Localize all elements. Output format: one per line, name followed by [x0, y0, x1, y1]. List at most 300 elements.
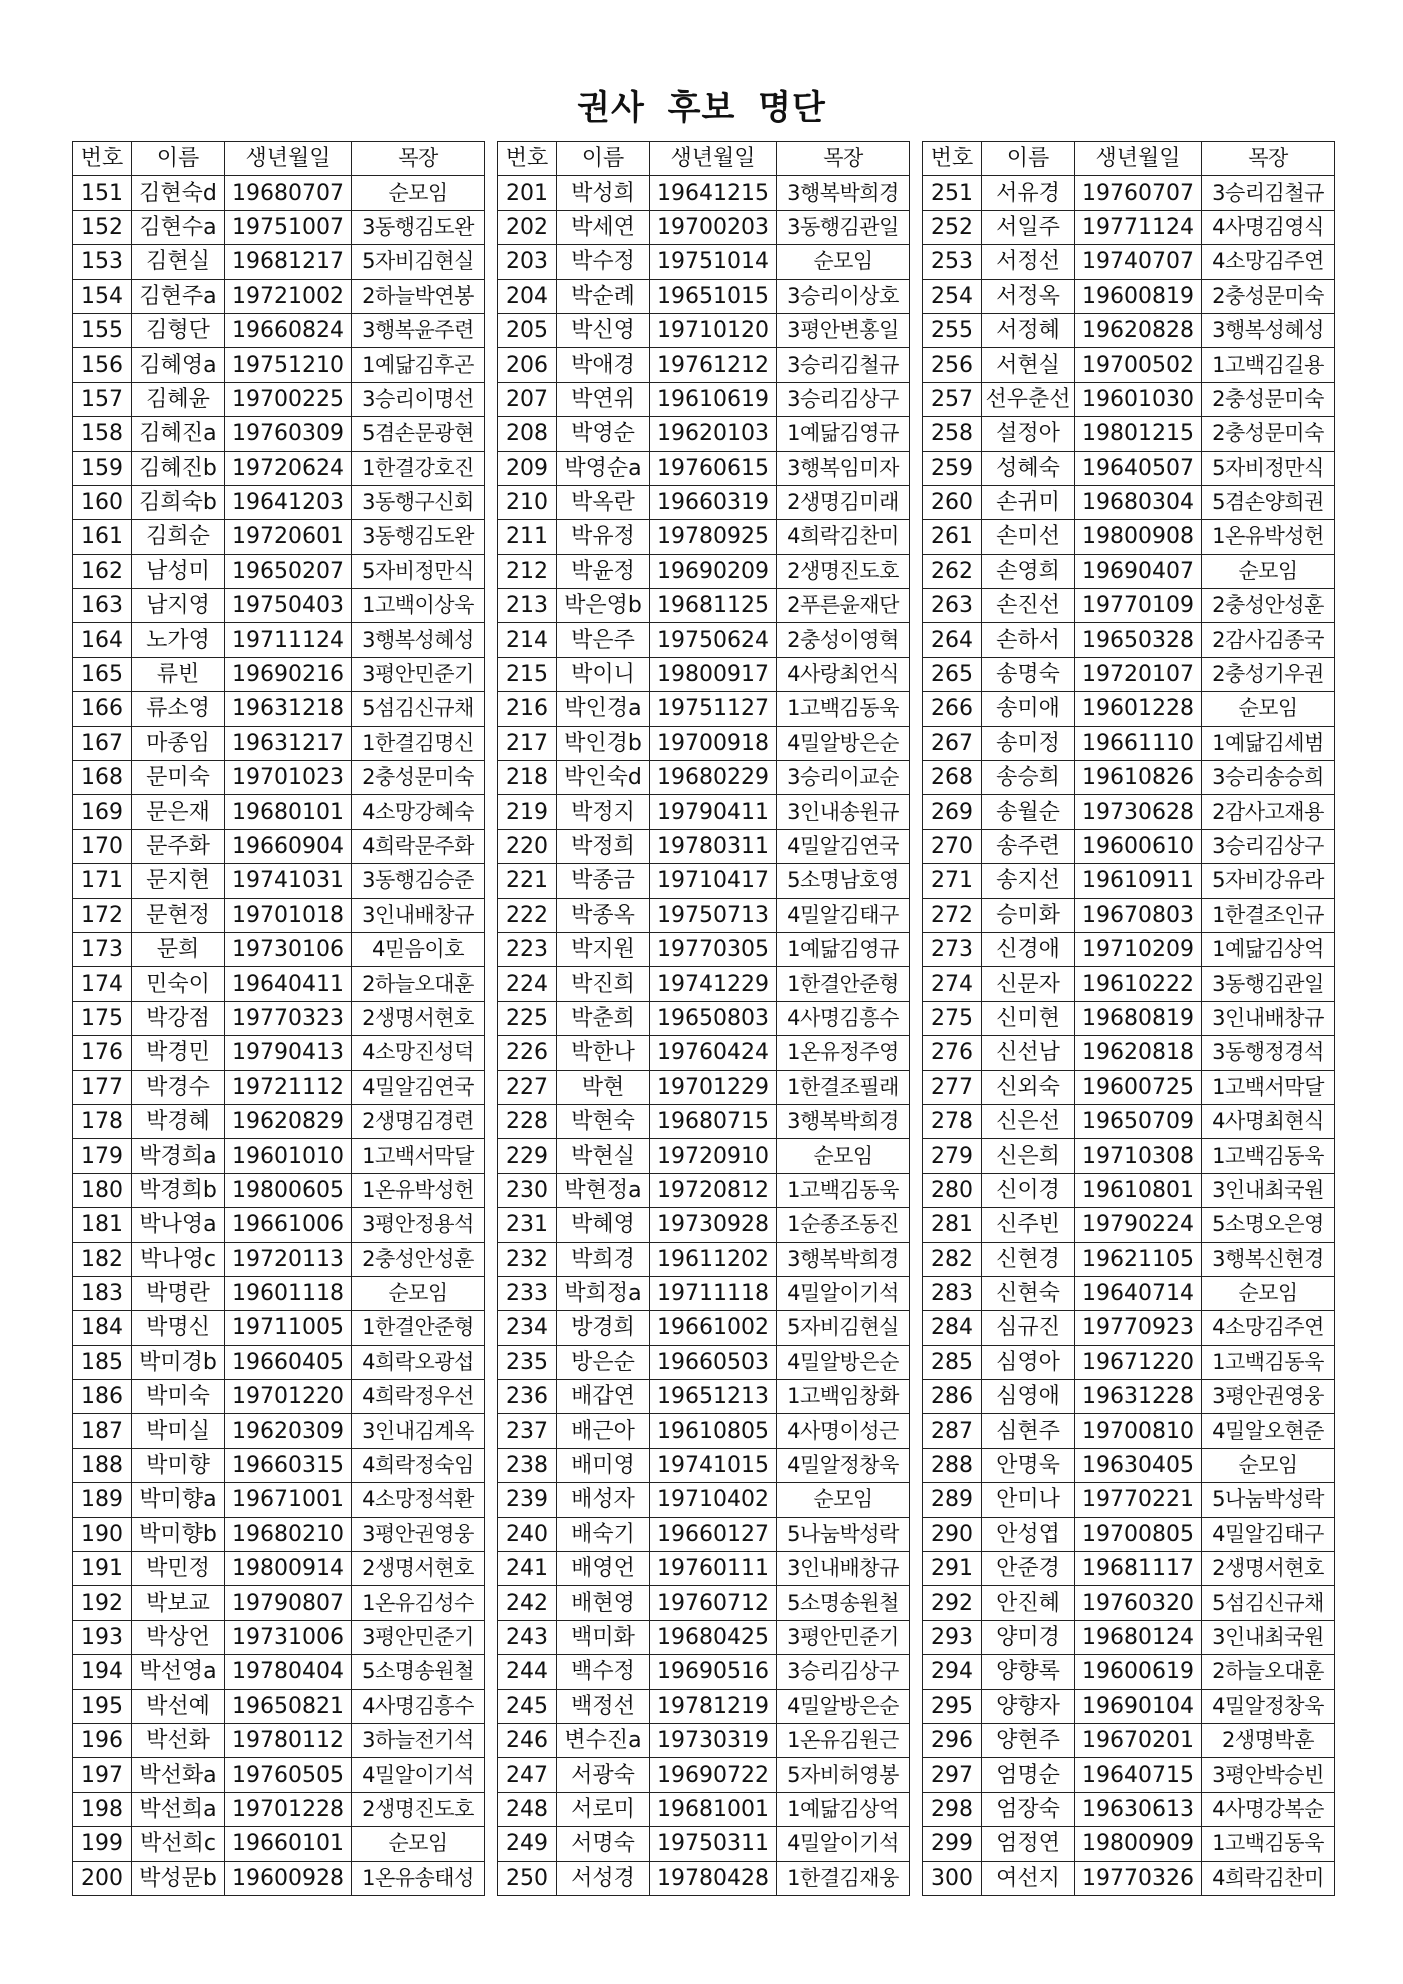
cell-birth: 19701228 [225, 1792, 352, 1826]
cell-no: 189 [73, 1483, 132, 1517]
cell-name: 서유경 [982, 176, 1075, 210]
roster-table-2 [497, 141, 910, 1896]
cell-name: 송월순 [982, 795, 1075, 829]
cell-no: 269 [923, 795, 982, 829]
cell-name: 박미경b [132, 1345, 225, 1379]
cell-no: 164 [73, 623, 132, 657]
table-row [73, 932, 485, 966]
cell-name: 박상언 [132, 1620, 225, 1654]
cell-no: 256 [923, 348, 982, 382]
cell-pastor: 3인내배창규 [352, 898, 485, 932]
table-row [498, 1380, 910, 1414]
cell-pastor: 4밀알김태구 [1202, 1517, 1335, 1551]
cell-no: 187 [73, 1414, 132, 1448]
table-row [498, 1689, 910, 1723]
cell-no: 174 [73, 967, 132, 1001]
cell-no: 240 [498, 1517, 557, 1551]
cell-name: 박정희 [557, 829, 650, 863]
table-row [73, 1173, 485, 1207]
cell-birth: 19780112 [225, 1723, 352, 1757]
cell-no: 229 [498, 1139, 557, 1173]
cell-no: 175 [73, 1001, 132, 1035]
cell-name: 송미애 [982, 692, 1075, 726]
table-row [73, 1655, 485, 1689]
cell-pastor: 3평안민준기 [352, 657, 485, 691]
table-row [923, 1552, 1335, 1586]
table-row [923, 1345, 1335, 1379]
cell-no: 291 [923, 1552, 982, 1586]
table-row [498, 657, 910, 691]
table-row [73, 1208, 485, 1242]
cell-no: 280 [923, 1173, 982, 1207]
cell-no: 278 [923, 1104, 982, 1138]
cell-birth: 19701220 [225, 1380, 352, 1414]
cell-name: 김혜윤 [132, 382, 225, 416]
cell-birth: 19650803 [650, 1001, 777, 1035]
cell-no: 284 [923, 1311, 982, 1345]
cell-name: 김혜진b [132, 451, 225, 485]
cell-no: 206 [498, 348, 557, 382]
cell-birth: 19760712 [650, 1586, 777, 1620]
cell-birth: 19650709 [1075, 1104, 1202, 1138]
cell-pastor: 3승리김철규 [1202, 176, 1335, 210]
cell-pastor: 2충성이영혁 [777, 623, 910, 657]
table-row [498, 485, 910, 519]
cell-birth: 19700810 [1075, 1414, 1202, 1448]
cell-no: 155 [73, 313, 132, 347]
cell-pastor: 4사명김영식 [1202, 210, 1335, 244]
cell-birth: 19660824 [225, 313, 352, 347]
cell-name: 변수진a [557, 1723, 650, 1757]
cell-no: 246 [498, 1723, 557, 1757]
cell-pastor: 3승리송승희 [1202, 761, 1335, 795]
cell-birth: 19760424 [650, 1036, 777, 1070]
table-row [73, 313, 485, 347]
cell-pastor: 3평안권영웅 [352, 1517, 485, 1551]
cell-no: 243 [498, 1620, 557, 1654]
table-row [73, 451, 485, 485]
cell-name: 박명란 [132, 1276, 225, 1310]
cell-name: 박애경 [557, 348, 650, 382]
table-row [498, 829, 910, 863]
cell-no: 238 [498, 1448, 557, 1482]
cell-pastor: 2생명김경련 [352, 1104, 485, 1138]
cell-birth: 19661002 [650, 1311, 777, 1345]
cell-pastor: 순모임 [1202, 1448, 1335, 1482]
cell-name: 신은희 [982, 1139, 1075, 1173]
table-row [73, 1861, 485, 1895]
cell-birth: 19681117 [1075, 1552, 1202, 1586]
table-row [498, 1104, 910, 1138]
cell-no: 214 [498, 623, 557, 657]
cell-pastor: 2충성문미숙 [352, 761, 485, 795]
table-row [73, 1689, 485, 1723]
cell-pastor: 2충성문미숙 [1202, 279, 1335, 313]
cell-no: 248 [498, 1792, 557, 1826]
cell-no: 169 [73, 795, 132, 829]
table-row [498, 1070, 910, 1104]
cell-no: 274 [923, 967, 982, 1001]
table-row [73, 417, 485, 451]
table-row [73, 1104, 485, 1138]
table-row [923, 245, 1335, 279]
cell-name: 박나영a [132, 1208, 225, 1242]
cell-no: 171 [73, 864, 132, 898]
cell-no: 222 [498, 898, 557, 932]
cell-name: 박세연 [557, 210, 650, 244]
table-row [923, 898, 1335, 932]
cell-birth: 19600819 [1075, 279, 1202, 313]
cell-no: 273 [923, 932, 982, 966]
cell-birth: 19670201 [1075, 1723, 1202, 1757]
header-birth: 생년월일 [225, 142, 352, 176]
cell-pastor: 3평안변홍일 [777, 313, 910, 347]
cell-pastor: 5소명송원철 [352, 1655, 485, 1689]
cell-birth: 19740707 [1075, 245, 1202, 279]
cell-name: 류소영 [132, 692, 225, 726]
table-row [73, 1242, 485, 1276]
cell-no: 161 [73, 520, 132, 554]
table-row [923, 1448, 1335, 1482]
cell-pastor: 1한결조인규 [1202, 898, 1335, 932]
cell-pastor: 2하늘오대훈 [1202, 1655, 1335, 1689]
cell-name: 마종임 [132, 726, 225, 760]
cell-birth: 19701229 [650, 1070, 777, 1104]
cell-birth: 19690407 [1075, 554, 1202, 588]
cell-no: 253 [923, 245, 982, 279]
cell-name: 박은주 [557, 623, 650, 657]
table-row [923, 1792, 1335, 1826]
cell-name: 배현영 [557, 1586, 650, 1620]
cell-birth: 19800605 [225, 1173, 352, 1207]
cell-birth: 19720107 [1075, 657, 1202, 691]
cell-name: 남지영 [132, 589, 225, 623]
cell-birth: 19760707 [1075, 176, 1202, 210]
cell-no: 163 [73, 589, 132, 623]
cell-name: 박영순a [557, 451, 650, 485]
cell-birth: 19770326 [1075, 1861, 1202, 1895]
cell-no: 249 [498, 1827, 557, 1861]
cell-birth: 19610805 [650, 1414, 777, 1448]
cell-birth: 19610619 [650, 382, 777, 416]
table-row [923, 313, 1335, 347]
cell-pastor: 4밀알김연국 [352, 1070, 485, 1104]
cell-no: 272 [923, 898, 982, 932]
cell-no: 247 [498, 1758, 557, 1792]
table-row [923, 348, 1335, 382]
cell-name: 박은영b [557, 589, 650, 623]
cell-no: 220 [498, 829, 557, 863]
cell-birth: 19700502 [1075, 348, 1202, 382]
table-row [498, 898, 910, 932]
cell-pastor: 5겸손문광현 [352, 417, 485, 451]
cell-name: 서정혜 [982, 313, 1075, 347]
table-row [923, 623, 1335, 657]
cell-pastor: 3행복윤주련 [352, 313, 485, 347]
cell-name: 신문자 [982, 967, 1075, 1001]
cell-pastor: 2생명박훈 [1202, 1723, 1335, 1757]
cell-birth: 19770323 [225, 1001, 352, 1035]
table-row [498, 1483, 910, 1517]
cell-birth: 19630405 [1075, 1448, 1202, 1482]
cell-birth: 19760309 [225, 417, 352, 451]
cell-birth: 19750311 [650, 1827, 777, 1861]
table-row [73, 1380, 485, 1414]
cell-pastor: 5소명송원철 [777, 1586, 910, 1620]
cell-pastor: 4밀알이기석 [352, 1758, 485, 1792]
cell-birth: 19760615 [650, 451, 777, 485]
cell-no: 207 [498, 382, 557, 416]
table-row [73, 1827, 485, 1861]
cell-name: 심현주 [982, 1414, 1075, 1448]
cell-no: 265 [923, 657, 982, 691]
cell-birth: 19761212 [650, 348, 777, 382]
cell-no: 259 [923, 451, 982, 485]
cell-pastor: 4사명강복순 [1202, 1792, 1335, 1826]
cell-birth: 19610801 [1075, 1173, 1202, 1207]
cell-birth: 19710209 [1075, 932, 1202, 966]
cell-birth: 19690209 [650, 554, 777, 588]
table-row [923, 1070, 1335, 1104]
table-row [923, 485, 1335, 519]
table-row [923, 795, 1335, 829]
cell-birth: 19790413 [225, 1036, 352, 1070]
cell-no: 266 [923, 692, 982, 726]
cell-pastor: 3행복신현경 [1202, 1242, 1335, 1276]
cell-name: 신경애 [982, 932, 1075, 966]
cell-pastor: 5나눔박성락 [1202, 1483, 1335, 1517]
cell-name: 손진선 [982, 589, 1075, 623]
cell-name: 김현숙d [132, 176, 225, 210]
cell-no: 184 [73, 1311, 132, 1345]
cell-pastor: 1고백김동욱 [777, 1173, 910, 1207]
cell-name: 민숙이 [132, 967, 225, 1001]
cell-no: 180 [73, 1173, 132, 1207]
cell-no: 298 [923, 1792, 982, 1826]
table-row [73, 245, 485, 279]
cell-no: 270 [923, 829, 982, 863]
cell-pastor: 3인내최국원 [1202, 1620, 1335, 1654]
cell-birth: 19650328 [1075, 623, 1202, 657]
cell-no: 239 [498, 1483, 557, 1517]
cell-pastor: 5자비허영봉 [777, 1758, 910, 1792]
cell-name: 박경민 [132, 1036, 225, 1070]
cell-birth: 19661006 [225, 1208, 352, 1242]
cell-birth: 19610222 [1075, 967, 1202, 1001]
table-row [923, 1758, 1335, 1792]
cell-pastor: 4소망정석환 [352, 1483, 485, 1517]
cell-name: 박유정 [557, 520, 650, 554]
cell-birth: 19671001 [225, 1483, 352, 1517]
cell-name: 손하서 [982, 623, 1075, 657]
cell-pastor: 5자비정만식 [1202, 451, 1335, 485]
table-row [498, 932, 910, 966]
table-row [923, 1414, 1335, 1448]
table-row [923, 829, 1335, 863]
cell-name: 엄장숙 [982, 1792, 1075, 1826]
table-row [73, 348, 485, 382]
table-row [923, 1586, 1335, 1620]
table-row [923, 1311, 1335, 1345]
table-row [73, 1620, 485, 1654]
cell-name: 서성경 [557, 1861, 650, 1895]
cell-pastor: 1한결김재웅 [777, 1861, 910, 1895]
cell-no: 217 [498, 726, 557, 760]
cell-birth: 19620103 [650, 417, 777, 451]
cell-name: 서정선 [982, 245, 1075, 279]
cell-name: 안성엽 [982, 1517, 1075, 1551]
cell-birth: 19601118 [225, 1276, 352, 1310]
cell-name: 배영언 [557, 1552, 650, 1586]
cell-no: 159 [73, 451, 132, 485]
cell-name: 박선화a [132, 1758, 225, 1792]
cell-pastor: 4밀알정창욱 [777, 1448, 910, 1482]
cell-birth: 19800917 [650, 657, 777, 691]
cell-birth: 19601010 [225, 1139, 352, 1173]
cell-no: 179 [73, 1139, 132, 1173]
cell-no: 289 [923, 1483, 982, 1517]
cell-no: 182 [73, 1242, 132, 1276]
cell-pastor: 3동행김승준 [352, 864, 485, 898]
table-row [73, 1139, 485, 1173]
cell-birth: 19660503 [650, 1345, 777, 1379]
cell-pastor: 2생명진도호 [777, 554, 910, 588]
cell-birth: 19660319 [650, 485, 777, 519]
cell-pastor: 3행복박희경 [777, 1242, 910, 1276]
cell-birth: 19701023 [225, 761, 352, 795]
cell-pastor: 4희락김찬미 [777, 520, 910, 554]
cell-birth: 19600619 [1075, 1655, 1202, 1689]
cell-birth: 19700805 [1075, 1517, 1202, 1551]
cell-birth: 19631217 [225, 726, 352, 760]
cell-no: 224 [498, 967, 557, 1001]
cell-no: 233 [498, 1276, 557, 1310]
table-row [73, 1036, 485, 1070]
table-row [498, 1036, 910, 1070]
cell-pastor: 2감사김종국 [1202, 623, 1335, 657]
header-name: 이름 [982, 142, 1075, 176]
cell-no: 218 [498, 761, 557, 795]
cell-no: 192 [73, 1586, 132, 1620]
cell-pastor: 4사명김흥수 [352, 1689, 485, 1723]
cell-birth: 19680425 [650, 1620, 777, 1654]
cell-no: 292 [923, 1586, 982, 1620]
cell-birth: 19770305 [650, 932, 777, 966]
cell-birth: 19731006 [225, 1620, 352, 1654]
cell-pastor: 1온유정주영 [777, 1036, 910, 1070]
cell-name: 서명숙 [557, 1827, 650, 1861]
cell-pastor: 4밀알방은순 [777, 726, 910, 760]
table-row [73, 1448, 485, 1482]
cell-name: 선우춘선 [982, 382, 1075, 416]
cell-name: 신주빈 [982, 1208, 1075, 1242]
cell-pastor: 1온유김성수 [352, 1586, 485, 1620]
cell-pastor: 5소명오은영 [1202, 1208, 1335, 1242]
table-row [73, 967, 485, 1001]
cell-birth: 19620828 [1075, 313, 1202, 347]
cell-name: 박이니 [557, 657, 650, 691]
table-row [923, 417, 1335, 451]
table-row [498, 1414, 910, 1448]
cell-name: 문미숙 [132, 761, 225, 795]
table-row [923, 967, 1335, 1001]
cell-no: 204 [498, 279, 557, 313]
cell-pastor: 1온유김원근 [777, 1723, 910, 1757]
cell-name: 김희순 [132, 520, 225, 554]
cell-no: 226 [498, 1036, 557, 1070]
cell-no: 241 [498, 1552, 557, 1586]
cell-birth: 19711118 [650, 1276, 777, 1310]
cell-no: 160 [73, 485, 132, 519]
table-row [73, 520, 485, 554]
cell-birth: 19720624 [225, 451, 352, 485]
table-row [498, 1792, 910, 1826]
cell-birth: 19640411 [225, 967, 352, 1001]
cell-pastor: 1한결안준형 [777, 967, 910, 1001]
cell-birth: 19750624 [650, 623, 777, 657]
cell-name: 여선지 [982, 1861, 1075, 1895]
cell-pastor: 4사랑최언식 [777, 657, 910, 691]
cell-name: 박선희a [132, 1792, 225, 1826]
table-row [923, 554, 1335, 588]
cell-birth: 19741015 [650, 1448, 777, 1482]
cell-name: 박민정 [132, 1552, 225, 1586]
cell-name: 박한나 [557, 1036, 650, 1070]
cell-pastor: 1한결안준형 [352, 1311, 485, 1345]
table-row [73, 1552, 485, 1586]
cell-name: 박나영c [132, 1242, 225, 1276]
table-row [73, 176, 485, 210]
cell-no: 172 [73, 898, 132, 932]
cell-pastor: 3행복임미자 [777, 451, 910, 485]
table-row [923, 1483, 1335, 1517]
cell-no: 205 [498, 313, 557, 347]
cell-name: 신현경 [982, 1242, 1075, 1276]
cell-birth: 19601228 [1075, 692, 1202, 726]
cell-pastor: 4희락김찬미 [1202, 1861, 1335, 1895]
cell-name: 박옥란 [557, 485, 650, 519]
cell-name: 김현수a [132, 210, 225, 244]
cell-birth: 19770109 [1075, 589, 1202, 623]
cell-pastor: 순모임 [1202, 692, 1335, 726]
cell-birth: 19751210 [225, 348, 352, 382]
cell-name: 김현주a [132, 279, 225, 313]
cell-name: 김혜영a [132, 348, 225, 382]
cell-no: 264 [923, 623, 982, 657]
cell-name: 신외숙 [982, 1070, 1075, 1104]
cell-name: 서정옥 [982, 279, 1075, 313]
cell-no: 200 [73, 1861, 132, 1895]
cell-no: 299 [923, 1827, 982, 1861]
cell-name: 배미영 [557, 1448, 650, 1482]
cell-pastor: 4밀알김태구 [777, 898, 910, 932]
cell-birth: 19781219 [650, 1689, 777, 1723]
cell-birth: 19800909 [1075, 1827, 1202, 1861]
table-row [498, 1448, 910, 1482]
cell-pastor: 4희락정우선 [352, 1380, 485, 1414]
cell-no: 225 [498, 1001, 557, 1035]
cell-birth: 19601030 [1075, 382, 1202, 416]
cell-pastor: 2충성안성훈 [352, 1242, 485, 1276]
table-row [498, 1552, 910, 1586]
cell-pastor: 3평안정용석 [352, 1208, 485, 1242]
cell-pastor: 1예닮김세범 [1202, 726, 1335, 760]
cell-pastor: 4소망강혜숙 [352, 795, 485, 829]
cell-birth: 19790411 [650, 795, 777, 829]
cell-pastor: 3승리이상호 [777, 279, 910, 313]
cell-no: 300 [923, 1861, 982, 1895]
cell-name: 서일주 [982, 210, 1075, 244]
